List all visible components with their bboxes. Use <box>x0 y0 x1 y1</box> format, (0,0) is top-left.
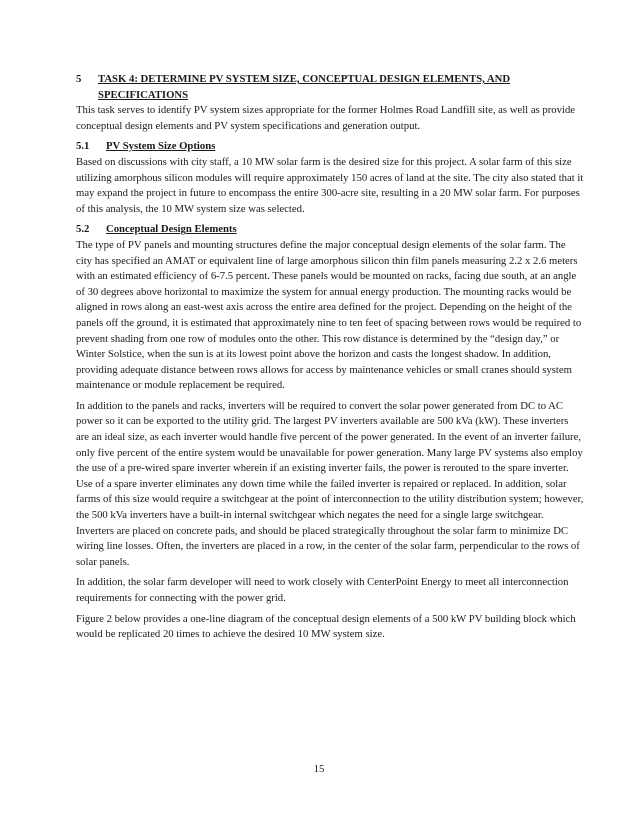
subsection-number: 5.1 <box>76 140 90 153</box>
subsection-title: PV System Size Options <box>106 140 216 153</box>
subsection-heading-5-1 <box>76 139 584 155</box>
body-paragraph: In addition, the solar farm developer will need to work closely with CenterPoint Energy to meet all interconnection requirements for connecting with the power grid. <box>76 576 569 604</box>
section-title: TASK 4: DETERMINE PV SYSTEM SIZE, CONCEPTUAL DESIGN ELEMENTS, AND SPECIFICATIONS <box>98 73 511 101</box>
body-paragraph: Figure 2 below provides a one-line diagram of the conceptual design elements of a 500 kW PV building block which would be replicated 20 times to achieve the desired 10 MW system size. <box>76 612 576 641</box>
body-paragraph: In addition to the panels and racks, inverters will be required to convert the solar power generated from DC to AC power so it can be exported to the utility grid. The largest PV inverters available are 500 kVa (kW). These inverters are an ideal size, as each inverter would handle five percent of the power generated. In the event of an inverter failure, only five percent of the entire system would be unavailable for power generation. Many large PV systems also employ the use of a pre-wired spare inverter wherein if an existing inverter fails, the power is rerouted to the spare inverter. Use of a spare inverter eliminates any down time while the failed inverter is repaired or replaced. In addition, solar farms of this size would require a switchgear at the point of interconnection to the utility distribution system; however, the 500 kVa inverters have a built-in internal switchgear which negates the need for a single large switchgear. Inverters are placed on concrete pads, and should be placed strategically throughout the solar farm to minimize DC wiring line losses. Often, the inverters are placed in a row, in the center of the solar farm, perpendicular to the rows of solar panels. <box>76 399 584 568</box>
subsection-title: Conceptual Design Elements <box>106 223 237 236</box>
section-number: 5 <box>76 73 82 85</box>
subsection-heading-5-2 <box>76 222 584 238</box>
section-heading <box>76 72 584 103</box>
document-page <box>76 72 584 643</box>
body-paragraph: Based on discussions with city staff, a 10 MW solar farm is the desired size for this project. A solar farm of this size utilizing amorphous silicon modules will require approximately 150 acres of land at the site. The city also stated that it may expand the project in future to encompass the entire 300-acre site, resulting in a 20 MW solar farm. For purposes of this analysis, the 10 MW system size was selected. <box>76 155 584 215</box>
section-intro-paragraph: This task serves to identify PV system sizes appropriate for the former Holmes Road Landfill site, as well as provide conceptual design elements and PV system specifications and generation output. <box>76 104 576 132</box>
subsection-number: 5.2 <box>76 223 90 236</box>
body-paragraph: The type of PV panels and mounting structures define the major conceptual design elements of the solar farm. The city has specified an AMAT or equivalent line of large amorphous silicon thin film panels measuring 2.2 x 2.6 meters with an estimated efficiency of 6-7.5 percent. These panels would be mounted on racks, facing due south, at an angle of 30 degrees above horizontal to maximize the system for annual energy production. The mounting racks would be aligned in rows along an east-west axis across the entire area defined for the project. Depending on the height of the panels off the ground, it is estimated that approximately nine to ten feet of spacing between rows would be required to prevent shading from one row of modules onto the other. This row distance is determined by the “design day,” or Winter Solstice, when the sun is at its lowest point above the horizon and casts the longest shadow. In addition, providing adequate distance between rows allows for access by maintenance vehicles or small cranes should system maintenance or module replacement be required. <box>76 238 582 392</box>
page-number: 15 <box>313 763 325 775</box>
